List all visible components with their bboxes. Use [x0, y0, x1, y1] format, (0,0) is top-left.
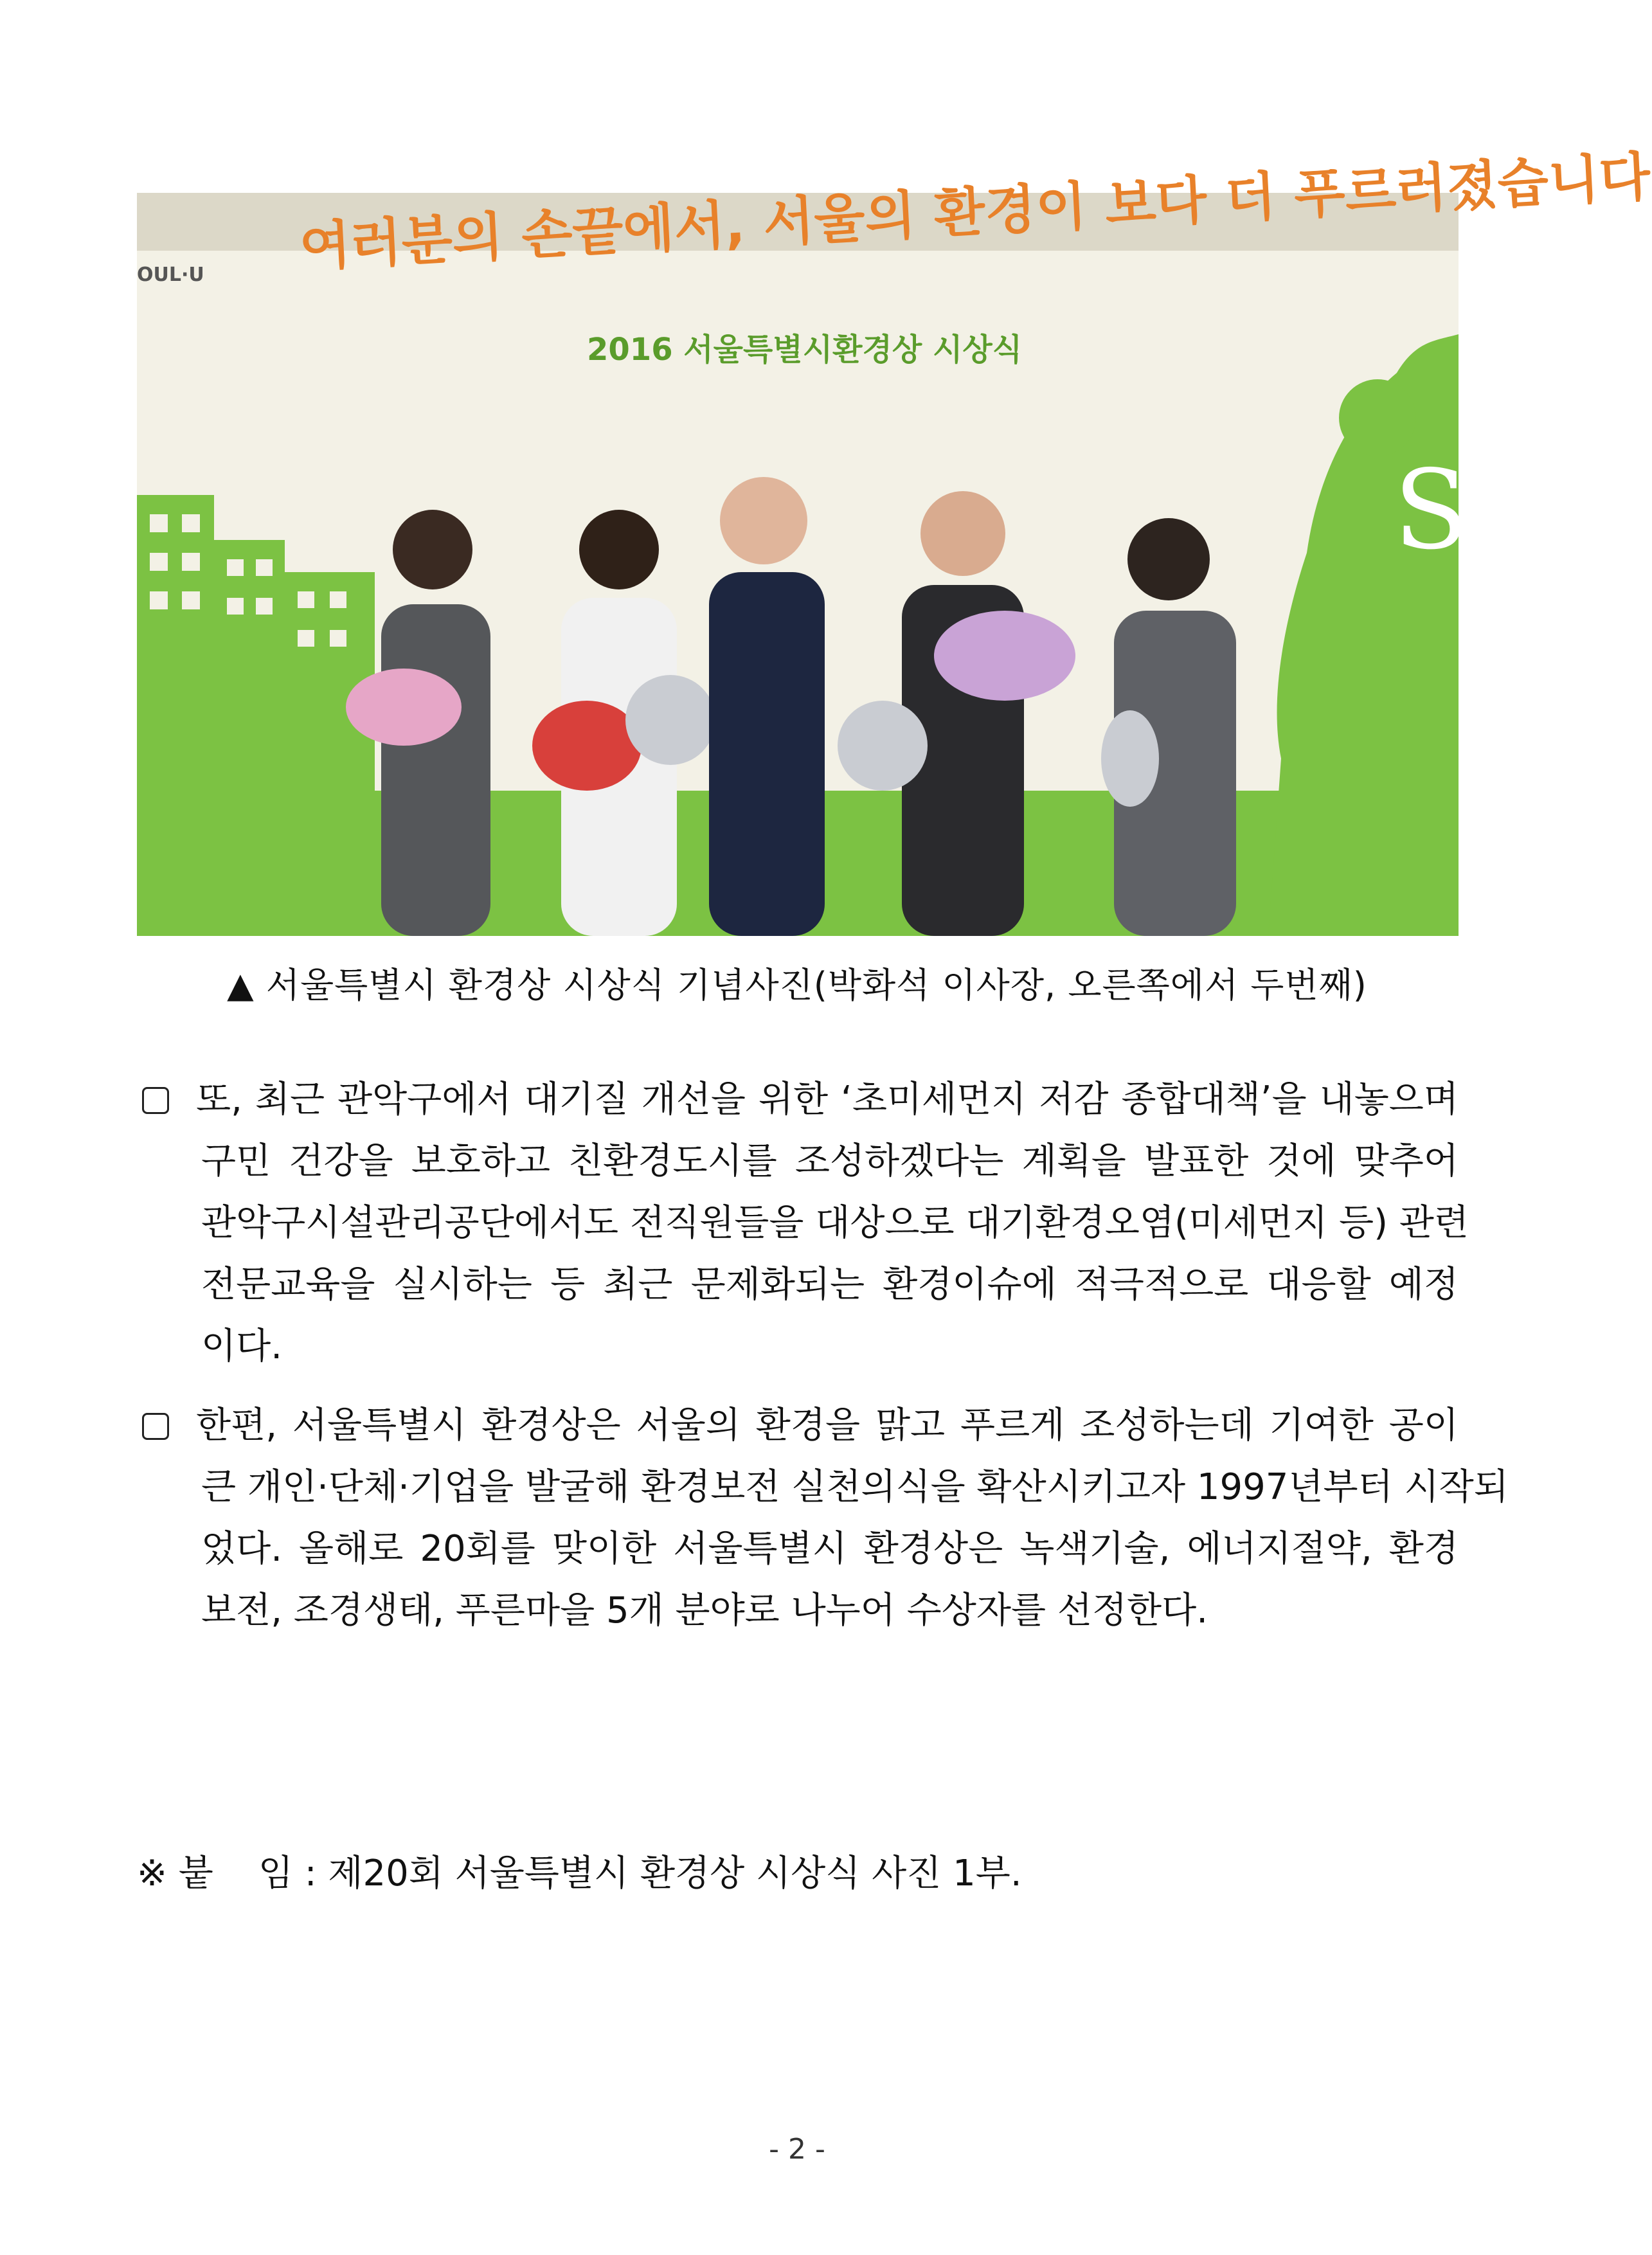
checkbox-bullet-icon [142, 1087, 169, 1114]
photo-caption: ▲ 서울특별시 환경상 시상식 기념사진(박화석 이사장, 오른쪽에서 두번째) [227, 965, 1367, 1005]
banner-logo: OUL·U [137, 264, 204, 286]
photo-illustration [137, 193, 1459, 936]
banner-line1: 여러분의 손끝에서, 서울의 환경이 보다 더 푸르러졌습니다 [298, 146, 1652, 278]
page-number: - 2 - [769, 2133, 825, 2166]
paragraph-1-line-3: 관악구시설관리공단에서도 전직원들을 대상으로 대기환경오염(미세먼지 등) 관련 [201, 1202, 1469, 1244]
attachment-label-2: 임 [258, 1853, 293, 1894]
award-ceremony-photo [137, 146, 1652, 936]
checkbox-bullet-icon [142, 1413, 169, 1440]
paragraph-1-line-5: 이다. [201, 1325, 282, 1367]
banner-letter: S [1394, 447, 1469, 574]
paragraph-1-line-4: 전문교육을 실시하는 등 최근 문제화되는 환경이슈에 적극적으로 대응할 예정 [201, 1264, 1459, 1306]
paragraph-2-line-2: 큰 개인·단체·기업을 발굴해 환경보전 실천의식을 확산시키고자 1997년부터 시작되 [201, 1466, 1509, 1508]
attachment-text: : 제20회 서울특별시 환경상 시상식 사진 1부. [304, 1853, 1022, 1894]
paragraph-2-line-1: 한편, 서울특별시 환경상은 서울의 환경을 맑고 푸르게 조성하는데 기여한 공이 [137, 1395, 1459, 1457]
paragraph-1-line-2: 구민 건강을 보호하고 친환경도시를 조성하겠다는 계획을 발표한 것에 맞추어 [201, 1140, 1459, 1182]
banner-line2: 2016 서울특별시환경상 시상식 [587, 332, 1023, 368]
paragraph-2-line-4: 보전, 조경생태, 푸른마을 5개 분야로 나누어 수상자를 선정한다. [201, 1590, 1208, 1631]
paragraph-1-line-1: 또, 최근 관악구에서 대기질 개선을 위한 ‘초미세먼지 저감 종합대책’을 내놓으며 [137, 1069, 1459, 1131]
paragraph-2-line-3: 었다. 올해로 20회를 맞이한 서울특별시 환경상은 녹색기술, 에너지절약, 환경 [201, 1528, 1459, 1570]
attachment-label: ※ 붙 [137, 1853, 213, 1894]
attachment-note [137, 1845, 1022, 1896]
paragraph-2 [137, 1395, 1509, 1642]
paragraph-1 [137, 1069, 1469, 1378]
